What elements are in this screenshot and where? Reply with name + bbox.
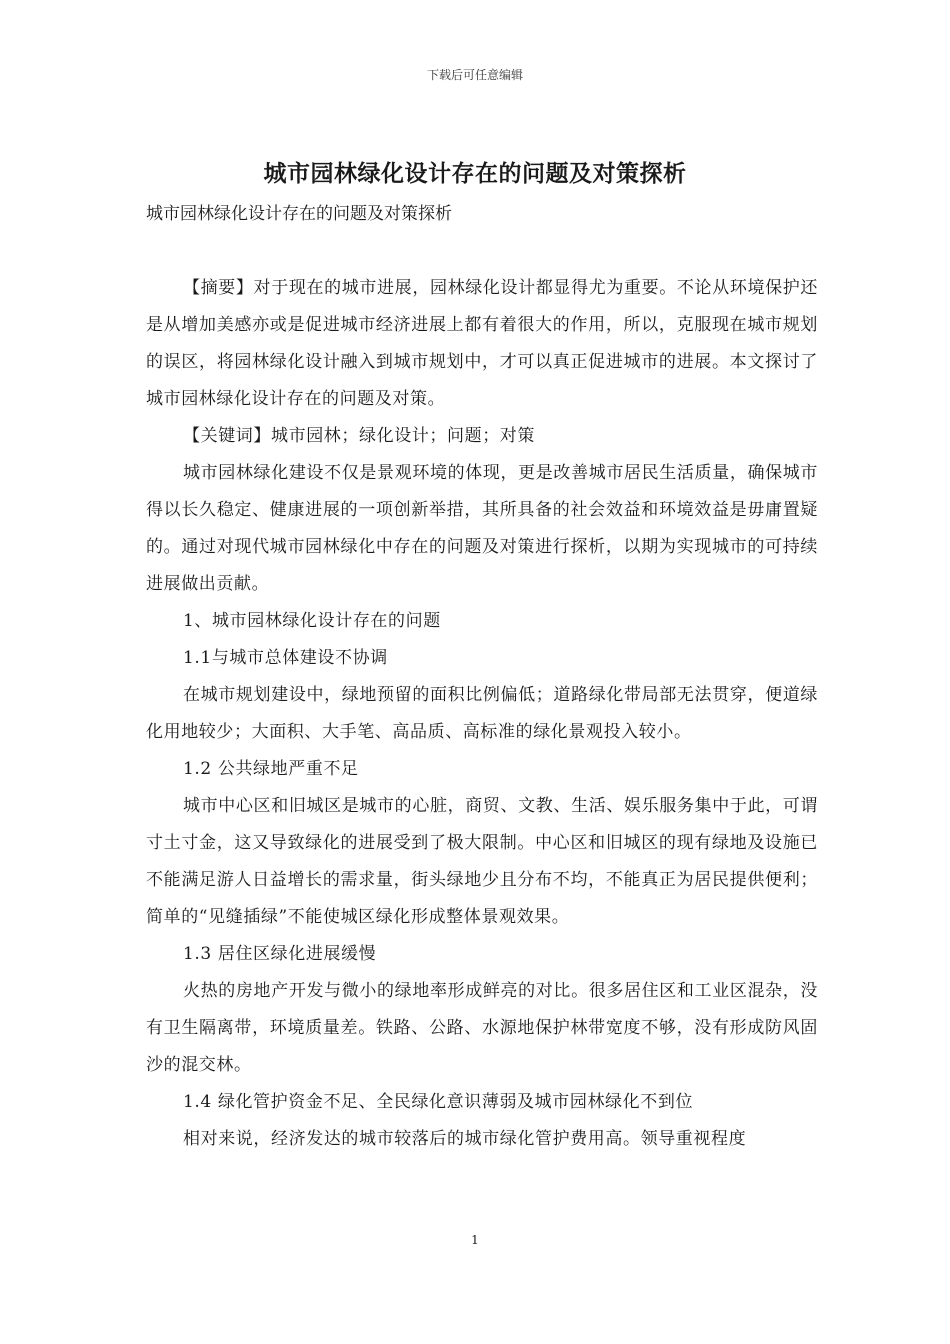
body-text — [146, 270, 818, 1158]
subsection-heading-1-1: 1.1与城市总体建设不协调 — [183, 648, 388, 668]
intro-paragraph: 城市园林绿化建设不仅是景观环境的体现，更是改善城市居民生活质量，确保城市得以长久稳定、健康进展的一项创新举措，其所具备的社会效益和环境效益是毋庸置疑的。通过对现代城市园林绿化中存在的问题及对策进行探析，以期为实现城市的可持续进展做出贡献。 — [146, 463, 818, 594]
abstract-paragraph: 【摘要】对于现在的城市进展，园林绿化设计都显得尤为重要。不论从环境保护还是从增加美感亦或是促进城市经济进展上都有着很大的作用，所以，克服现在城市规划的误区，将园林绿化设计融入到城市规划中，才可以真正促进城市的进展。本文探讨了城市园林绿化设计存在的问题及对策。 — [146, 278, 818, 409]
subsection-heading-1-2: 1.2 公共绿地严重不足 — [183, 759, 359, 779]
paragraph-1-2: 城市中心区和旧城区是城市的心脏，商贸、文教、生活、娱乐服务集中于此，可谓寸土寸金，这又导致绿化的进展受到了极大限制。中心区和旧城区的现有绿地及设施已不能满足游人日益增长的需求量，街头绿地少且分布不均，不能真正为居民提供便利；简单的“见缝插绿”不能使城区绿化形成整体景观效果。 — [146, 796, 818, 927]
document-subtitle: 城市园林绿化设计存在的问题及对策探析 — [146, 204, 452, 224]
header-note: 下载后可任意编辑 — [426, 68, 523, 82]
paragraph-1-1: 在城市规划建设中，绿地预留的面积比例偏低；道路绿化带局部无法贯穿，便道绿化用地较少；大面积、大手笔、高品质、高标准的绿化景观投入较小。 — [146, 685, 818, 742]
paragraph-1-3: 火热的房地产开发与微小的绿地率形成鲜亮的对比。很多居住区和工业区混杂，没有卫生隔离带，环境质量差。铁路、公路、水源地保护林带宽度不够，没有形成防风固沙的混交林。 — [146, 981, 818, 1075]
section-heading-1: 1、城市园林绿化设计存在的问题 — [183, 611, 441, 631]
subsection-heading-1-4: 1.4 绿化管护资金不足、全民绿化意识薄弱及城市园林绿化不到位 — [183, 1092, 694, 1112]
document-title: 城市园林绿化设计存在的问题及对策探析 — [263, 160, 687, 187]
keywords-paragraph: 【关键词】城市园林；绿化设计；问题；对策 — [183, 426, 535, 446]
page-number: 1 — [471, 1233, 479, 1247]
subsection-heading-1-3: 1.3 居住区绿化进展缓慢 — [183, 944, 377, 964]
paragraph-1-4: 相对来说，经济发达的城市较落后的城市绿化管护费用高。领导重视程度 — [183, 1129, 747, 1149]
